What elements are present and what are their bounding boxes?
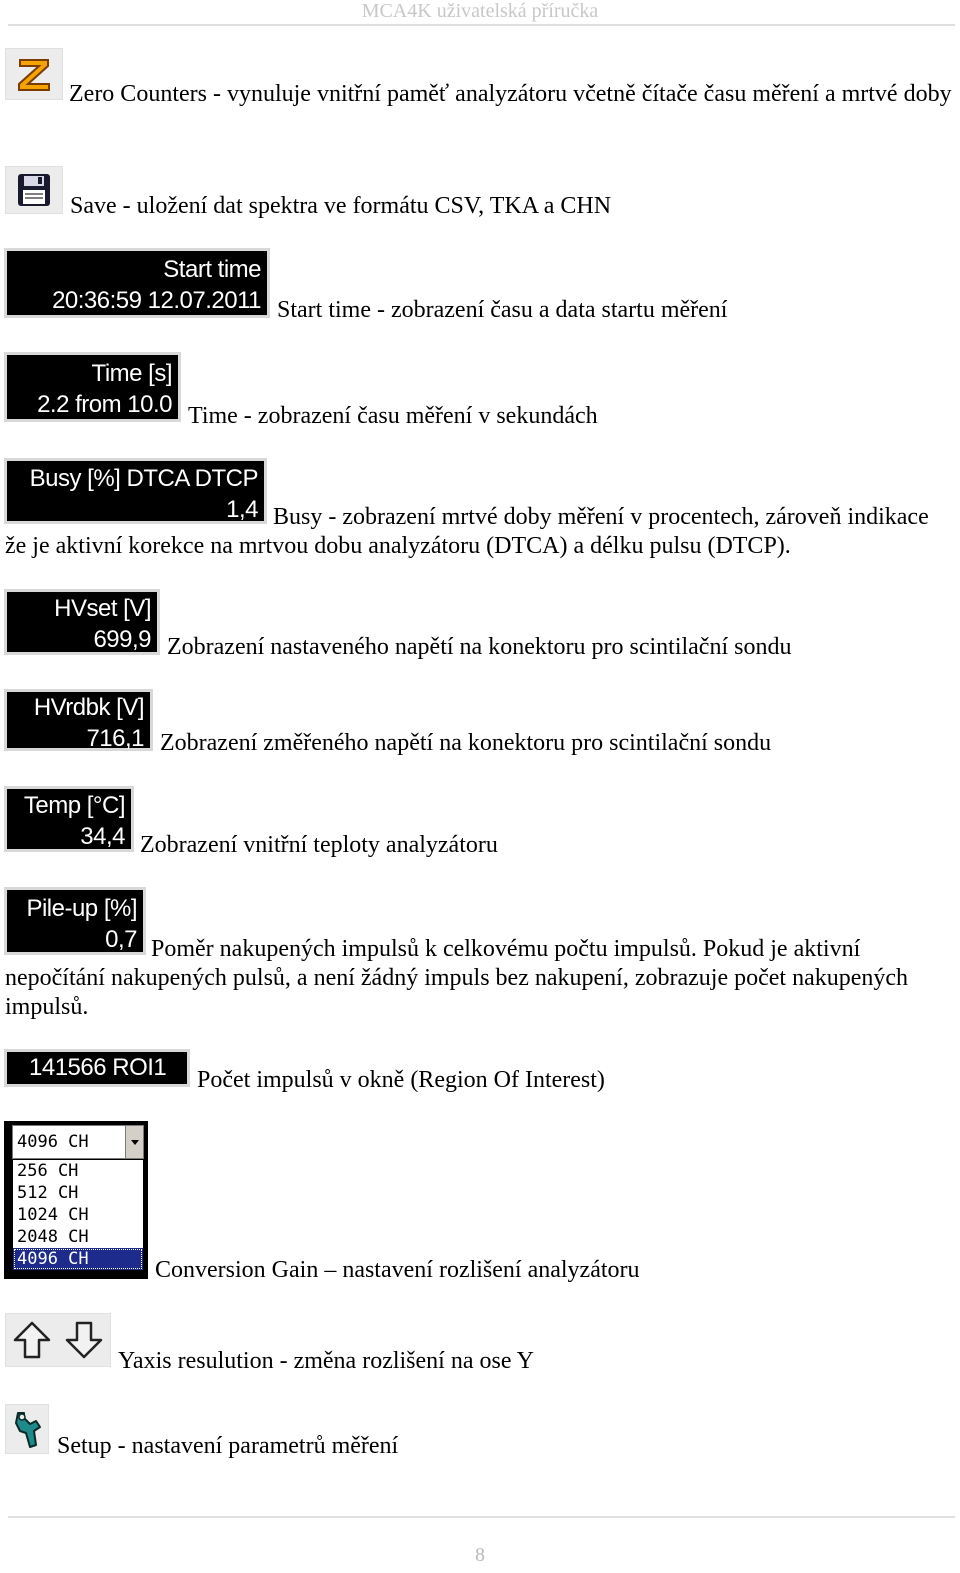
option-512[interactable]: 512 CH bbox=[17, 1183, 79, 1203]
pileup-description: Poměr nakupených impulsů k celkovému počtu impulsů. Pokud je aktivní nepočítání nakupených pulsů, a není žádný impuls bez nakupení, zobrazuje počet nakupených impulsů. bbox=[5, 936, 909, 1020]
hvrdbk-label: HVrdbk [V] bbox=[33, 694, 144, 721]
roi-description: Počet impulsů v okně (Region Of Interest) bbox=[197, 1067, 605, 1093]
start-time-display bbox=[4, 248, 270, 318]
arrow-up-icon[interactable] bbox=[11, 1319, 53, 1361]
page-header: MCA4K uživatelská příručka bbox=[361, 0, 599, 22]
chevron-down-icon[interactable] bbox=[125, 1126, 143, 1158]
time-display bbox=[4, 352, 181, 422]
option-2048[interactable]: 2048 CH bbox=[17, 1227, 89, 1247]
zero-counters-description: Zero Counters - vynuluje vnitřní paměť analyzátoru včetně čítače času měření a mrtvé doby bbox=[69, 81, 952, 107]
busy-label: Busy [%] DTCA DTCP bbox=[29, 465, 258, 492]
wrench-screwdriver-icon bbox=[10, 1409, 44, 1449]
hvrdbk-value: 716,1 bbox=[86, 725, 144, 752]
start-time-value: 20:36:59 12.07.2011 bbox=[52, 287, 261, 314]
yaxis-description: Yaxis resulution - změna rozlišení na ose Y bbox=[118, 1348, 534, 1374]
save-button[interactable] bbox=[5, 166, 63, 214]
roi-value: 141566 ROI1 bbox=[29, 1054, 167, 1081]
temp-display bbox=[4, 786, 134, 852]
hvset-description: Zobrazení nastaveného napětí na konektoru pro scintilační sondu bbox=[167, 634, 792, 660]
hvrdbk-display bbox=[4, 689, 153, 751]
temp-value: 34,4 bbox=[80, 823, 125, 850]
option-4096[interactable]: 4096 CH bbox=[13, 1248, 143, 1270]
roi-display bbox=[4, 1049, 190, 1087]
hvset-display bbox=[4, 589, 160, 655]
busy-value: 1,4 bbox=[226, 496, 258, 523]
floppy-disk-icon bbox=[14, 170, 54, 210]
conversion-gain-dropdown[interactable] bbox=[12, 1125, 144, 1159]
time-value: 2.2 from 10.0 bbox=[37, 391, 172, 418]
conversion-gain-options bbox=[12, 1159, 144, 1271]
start-time-label: Start time bbox=[163, 256, 261, 283]
option-1024[interactable]: 1024 CH bbox=[17, 1205, 89, 1225]
hvset-value: 699,9 bbox=[93, 626, 151, 653]
pileup-value: 0,7 bbox=[105, 926, 137, 953]
temp-label: Temp [°C] bbox=[23, 792, 125, 819]
footer-divider bbox=[8, 1516, 955, 1518]
page-number: 8 bbox=[475, 1544, 485, 1566]
time-label: Time [s] bbox=[91, 360, 172, 387]
setup-description: Setup - nastavení parametrů měření bbox=[57, 1433, 399, 1459]
pileup-label: Pile-up [%] bbox=[26, 895, 137, 922]
time-description: Time - zobrazení času měření v sekundách bbox=[188, 403, 598, 429]
hvset-label: HVset [V] bbox=[54, 595, 151, 622]
busy-description: Busy - zobrazení mrtvé doby měření v procentech, zároveň indikace že je aktivní korekce na mrtvou dobu analyzátoru (DTCA) a délku pulsu (DTCP). bbox=[5, 504, 929, 559]
conversion-gain-selected: 4096 CH bbox=[17, 1132, 89, 1152]
arrow-down-icon[interactable] bbox=[63, 1319, 105, 1361]
header-divider bbox=[8, 24, 955, 26]
setup-button[interactable] bbox=[5, 1404, 49, 1454]
save-description: Save - uložení dat spektra ve formátu CSV, TKA a CHN bbox=[70, 193, 612, 219]
conversion-gain-select[interactable] bbox=[4, 1121, 148, 1279]
conversion-gain-description: Conversion Gain – nastavení rozlišení analyzátoru bbox=[155, 1257, 640, 1283]
option-256[interactable]: 256 CH bbox=[17, 1161, 79, 1181]
hvrdbk-description: Zobrazení změřeného napětí na konektoru pro scintilační sondu bbox=[160, 730, 772, 756]
start-time-description: Start time - zobrazení času a data startu měření bbox=[277, 297, 728, 323]
temp-description: Zobrazení vnitřní teploty analyzátoru bbox=[140, 832, 498, 858]
yaxis-buttons bbox=[5, 1313, 111, 1367]
